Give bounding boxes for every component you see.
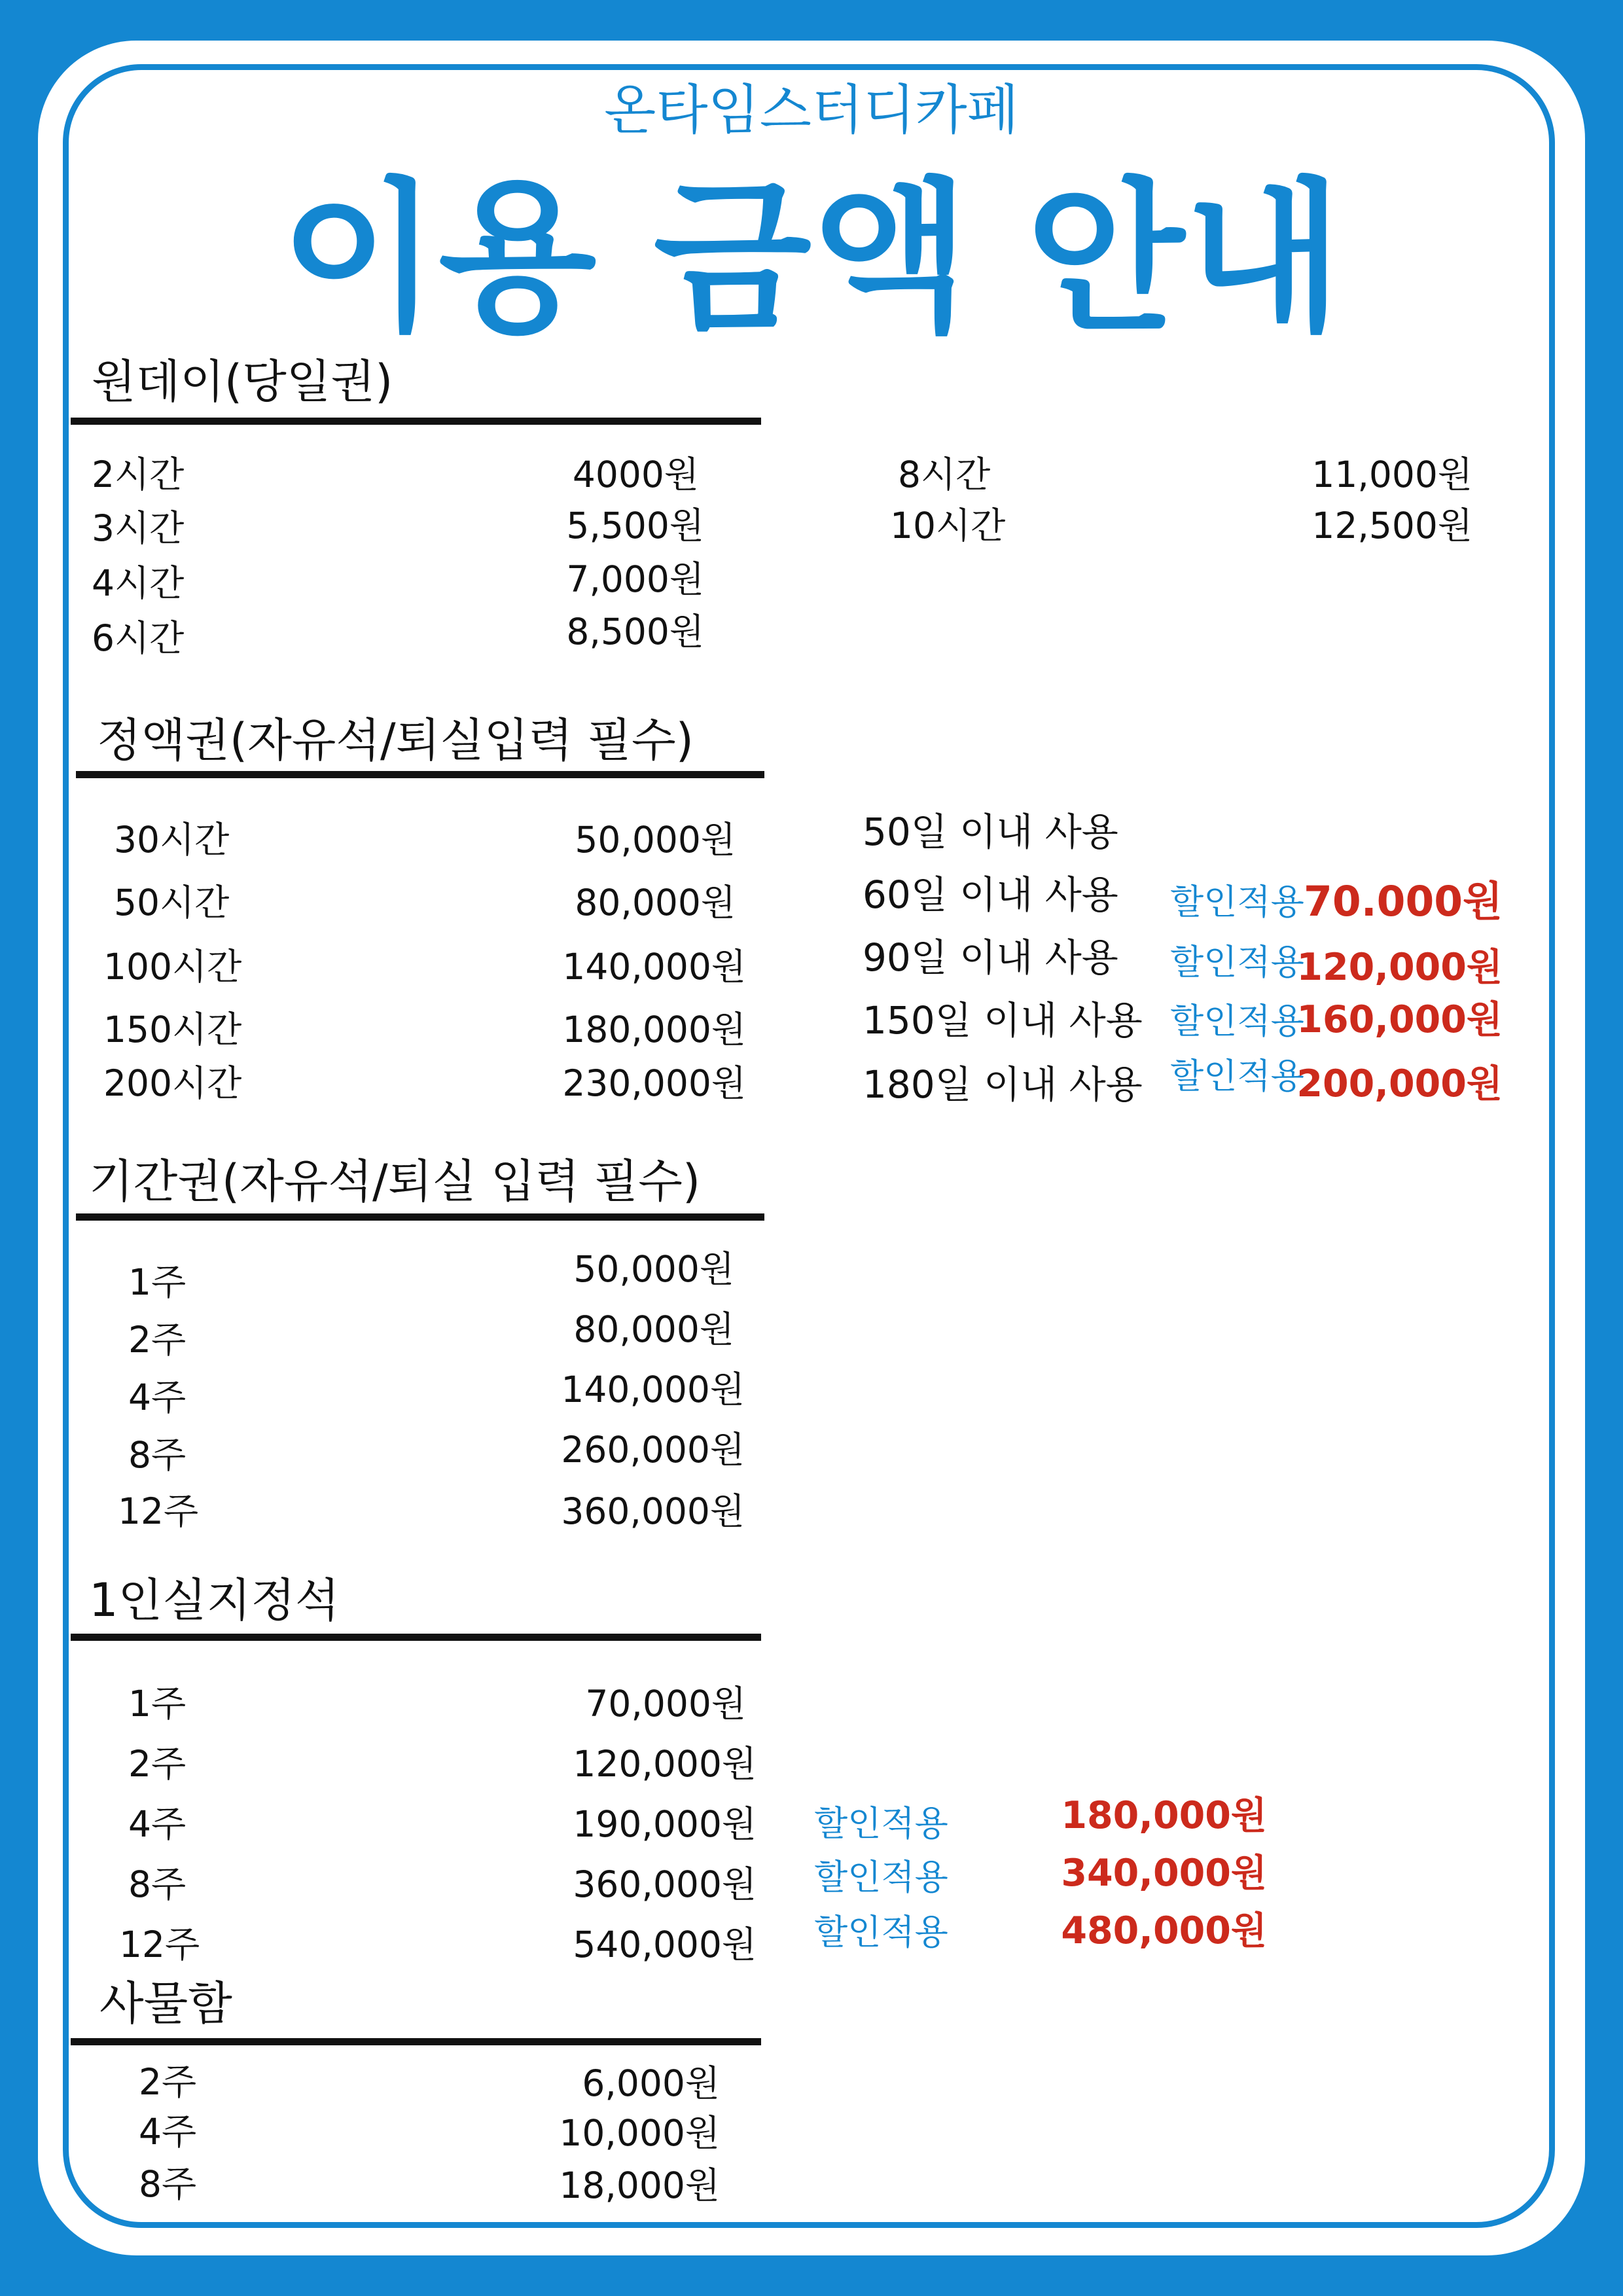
oneday-label: 2시간 — [92, 454, 185, 495]
discount-price: 340,000원 — [1061, 1852, 1267, 1895]
hours-price: 180,000원 — [562, 1009, 746, 1050]
cafe-name: 온타임스터디카페 — [604, 79, 1019, 141]
room-label: 2주 — [128, 1743, 187, 1785]
hours-price: 140,000원 — [562, 946, 746, 988]
oneday-label: 10시간 — [890, 505, 1006, 547]
usage-period: 150일 이내 사용 — [863, 998, 1143, 1043]
period-label: 12주 — [118, 1490, 199, 1532]
section-heading-fixed-hours: 정액권(자유석/퇴실입력 필수) — [97, 713, 694, 767]
hours-label: 50시간 — [114, 882, 230, 924]
room-price: 70,000원 — [585, 1683, 746, 1725]
oneday-price: 8,500원 — [566, 611, 704, 653]
discount-label: 할인적용 — [1170, 942, 1304, 982]
room-price: 540,000원 — [573, 1924, 757, 1965]
discount-price: 160,000원 — [1296, 998, 1503, 1041]
room-label: 8주 — [128, 1863, 187, 1905]
section-divider — [71, 1634, 761, 1641]
section-divider — [76, 771, 764, 778]
locker-price: 10,000원 — [559, 2112, 720, 2154]
period-label: 1주 — [128, 1261, 187, 1303]
period-label: 4주 — [128, 1376, 187, 1418]
room-price: 190,000원 — [573, 1803, 757, 1845]
period-price: 360,000원 — [561, 1490, 745, 1532]
room-label: 4주 — [128, 1803, 187, 1845]
oneday-price: 7,000원 — [566, 558, 704, 600]
discount-label: 할인적용 — [814, 1857, 948, 1897]
room-label: 1주 — [128, 1683, 187, 1725]
hours-price: 50,000원 — [575, 819, 736, 861]
oneday-price: 12,500원 — [1311, 505, 1472, 547]
period-price: 260,000원 — [561, 1429, 745, 1471]
period-price: 80,000원 — [573, 1308, 734, 1350]
discount-label: 할인적용 — [1170, 1056, 1304, 1096]
section-heading-locker: 사물함 — [99, 1977, 232, 2030]
section-divider — [76, 1213, 764, 1221]
hours-label: 150시간 — [103, 1009, 242, 1050]
period-price: 50,000원 — [573, 1248, 734, 1290]
discount-label: 할인적용 — [1170, 882, 1304, 922]
oneday-price: 4000원 — [572, 454, 699, 495]
usage-period: 180일 이내 사용 — [863, 1062, 1143, 1107]
section-divider — [71, 2038, 761, 2045]
discount-price: 200,000원 — [1296, 1062, 1503, 1105]
discount-label: 할인적용 — [814, 1804, 948, 1844]
section-heading-private-room: 1인실지정석 — [89, 1573, 340, 1627]
discount-price: 120,000원 — [1296, 946, 1503, 989]
discount-price: 180,000원 — [1061, 1794, 1267, 1837]
usage-period: 60일 이내 사용 — [863, 872, 1118, 917]
period-label: 2주 — [128, 1319, 187, 1361]
oneday-label: 3시간 — [92, 507, 185, 549]
section-heading-period: 기간권(자유석/퇴실 입력 필수) — [89, 1155, 701, 1208]
locker-label: 4주 — [139, 2111, 197, 2153]
oneday-price: 11,000원 — [1311, 454, 1472, 495]
period-label: 8주 — [128, 1434, 187, 1476]
room-price: 360,000원 — [573, 1863, 757, 1905]
oneday-price: 5,500원 — [566, 505, 704, 547]
discount-price: 70.000원 — [1304, 878, 1503, 925]
discount-label: 할인적용 — [1170, 1001, 1304, 1041]
usage-period: 50일 이내 사용 — [863, 810, 1118, 854]
locker-price: 6,000원 — [582, 2062, 720, 2104]
usage-period: 90일 이내 사용 — [863, 935, 1118, 980]
hours-price: 230,000원 — [562, 1062, 746, 1104]
hours-label: 100시간 — [103, 946, 242, 988]
discount-price: 480,000원 — [1061, 1909, 1267, 1952]
oneday-label: 6시간 — [92, 617, 185, 659]
section-divider — [71, 418, 761, 425]
room-price: 120,000원 — [573, 1743, 757, 1785]
discount-label: 할인적용 — [814, 1912, 948, 1952]
hours-label: 30시간 — [114, 819, 230, 861]
oneday-label: 4시간 — [92, 562, 185, 604]
hours-price: 80,000원 — [575, 882, 736, 924]
page-title: 이용 금액 안내 — [280, 163, 1343, 353]
period-price: 140,000원 — [561, 1369, 745, 1410]
locker-label: 2주 — [139, 2061, 197, 2103]
locker-price: 18,000원 — [559, 2164, 720, 2206]
oneday-label: 8시간 — [898, 454, 991, 495]
section-heading-oneday: 원데이(당일권) — [92, 355, 393, 408]
hours-label: 200시간 — [103, 1062, 242, 1104]
room-label: 12주 — [119, 1924, 200, 1965]
locker-label: 8주 — [139, 2163, 197, 2205]
